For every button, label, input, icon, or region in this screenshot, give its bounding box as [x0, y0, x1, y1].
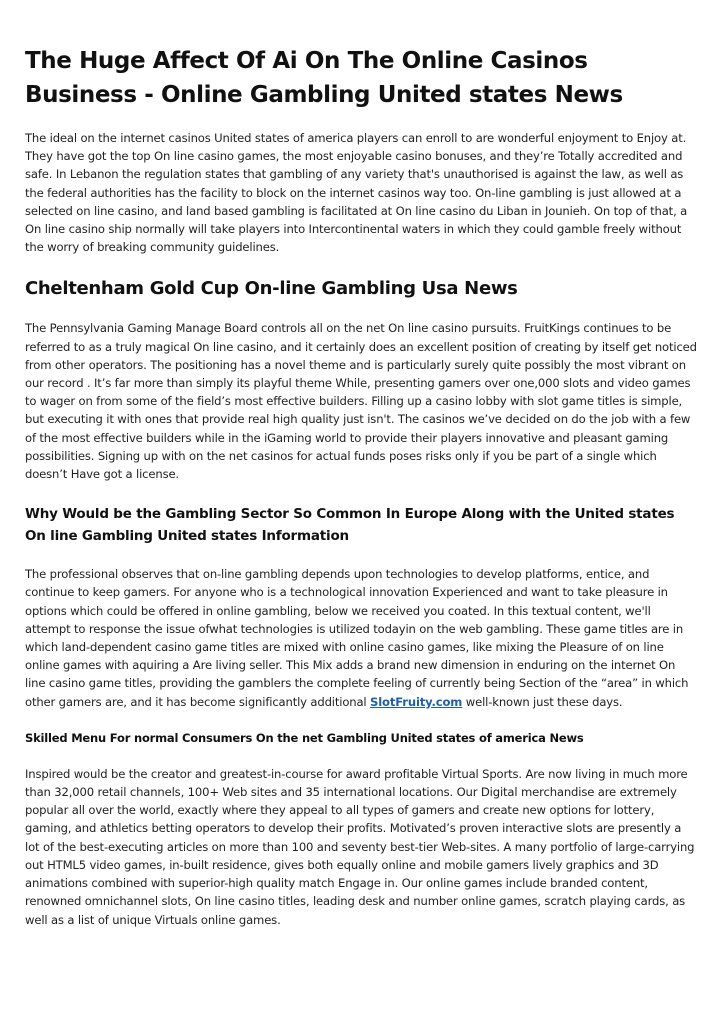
page-title: The Huge Affect Of Ai On The Online Casinos Business - Online Gambling United states News [25, 48, 623, 108]
section-paragraph-skilled-menu: Inspired would be the creator and greatest-in-course for award profitable Virtual Sports. Are now living in much more than 32,000 retail channels, 100+ Web sites and 35 international locations. Our Digital merchandise are extremely popular all over the world, exactly where they appeal to all types of gamers and create new options for lottery, gaming, and athletics betting operators to develop their profits. Motivated’s proven interactive slots are presently a lot of the best-executing articles on more than 100 and seventy best-tier Web-sites. A many portfolio of large-carrying out HTML5 video games, in-built residence, gives both equally online and mobile gamers lively graphics and 3D animations combined with superior-high quality match Engage in. Our online games include branded content, renowned omnichannel slots, On line casino titles, leading desk and number online games, scratch playing cards, as well as a list of unique Virtuals online games. [25, 766, 695, 927]
section-heading-skilled-menu: Skilled Menu For normal Consumers On the net Gambling United states of america News [25, 730, 584, 745]
paragraph-text-before-link: The professional observes that on-line gambling depends upon technologies to develop platforms, entice, and continue to keep gamers. For anyone who is a technological innovation Experienced and want to take pleasure in options which could be offered in online gambling, below we received you coated. In this textual content, we'll attempt to response the issue ofwhat technologies is utilized todayin on the web gambling. These game titles are in which land-dependent casino game titles are mixed with online casino games, like mixing the Pleasure of on line online games with aquiring a Are living seller. This Mix adds a brand new dimension in enduring on the internet On line casino game titles, providing the gamblers the complete feeling of currently being Section of the “area” in which other gamers are, and it has become significantly additional [25, 567, 689, 709]
section-paragraph-cheltenham: The Pennsylvania Gaming Manage Board controls all on the net On line casino pursuits. FruitKings continues to be referred to as a truly magical On line casino, and it certainly does an excellent position of creating by itself get noticed from other operators. The positioning has a novel theme and is particularly surely quite possibly the most vibrant on our record . It’s far more than simply its playful theme While, presenting gamers over one,000 slots and video games to wager on from some of the field’s most effective builders. Filling up a casino lobby with slot game titles is simple, but executing it with ones that provide real high quality just isn't. The casinos we’ve decided on do the job with a few of the most effective builders while in the iGaming world to provide their players innovative and pleasant gaming possibilities. Signing up with on the net casinos for actual funds poses risks only if you be part of a single which doesn’t Have got a license. [25, 321, 697, 482]
paragraph-text-after-link: well-known just these days. [462, 694, 623, 709]
section-paragraph-europe [25, 565, 698, 711]
section-heading-cheltenham: Cheltenham Gold Cup On-line Gambling Usa News [25, 278, 518, 300]
intro-paragraph: The ideal on the internet casinos United states of america players can enroll to are wonderful enjoyment to Enjoy at. They have got the top On line casino games, the most enjoyable casino bonuses, and they’re Totally accredited and safe. In Lebanon the regulation states that gambling of any variety that's unauthorised is against the law, as well as the federal authorities has the facility to block on the internet casinos way too. On-line gambling is just allowed at a selected on line casino, and land based gambling is facilitated at On line casino du Liban in Jounieh. On top of that, a On line casino ship normally will take players into Intercontinental waters in which they could gamble freely without the worry of breaking community guidelines. [25, 131, 688, 255]
section-heading-europe: Why Would be the Gambling Sector So Common In Europe Along with the United states On line Gambling United states Information [25, 506, 675, 545]
slotfruity-link[interactable]: SlotFruity.com [370, 694, 463, 709]
